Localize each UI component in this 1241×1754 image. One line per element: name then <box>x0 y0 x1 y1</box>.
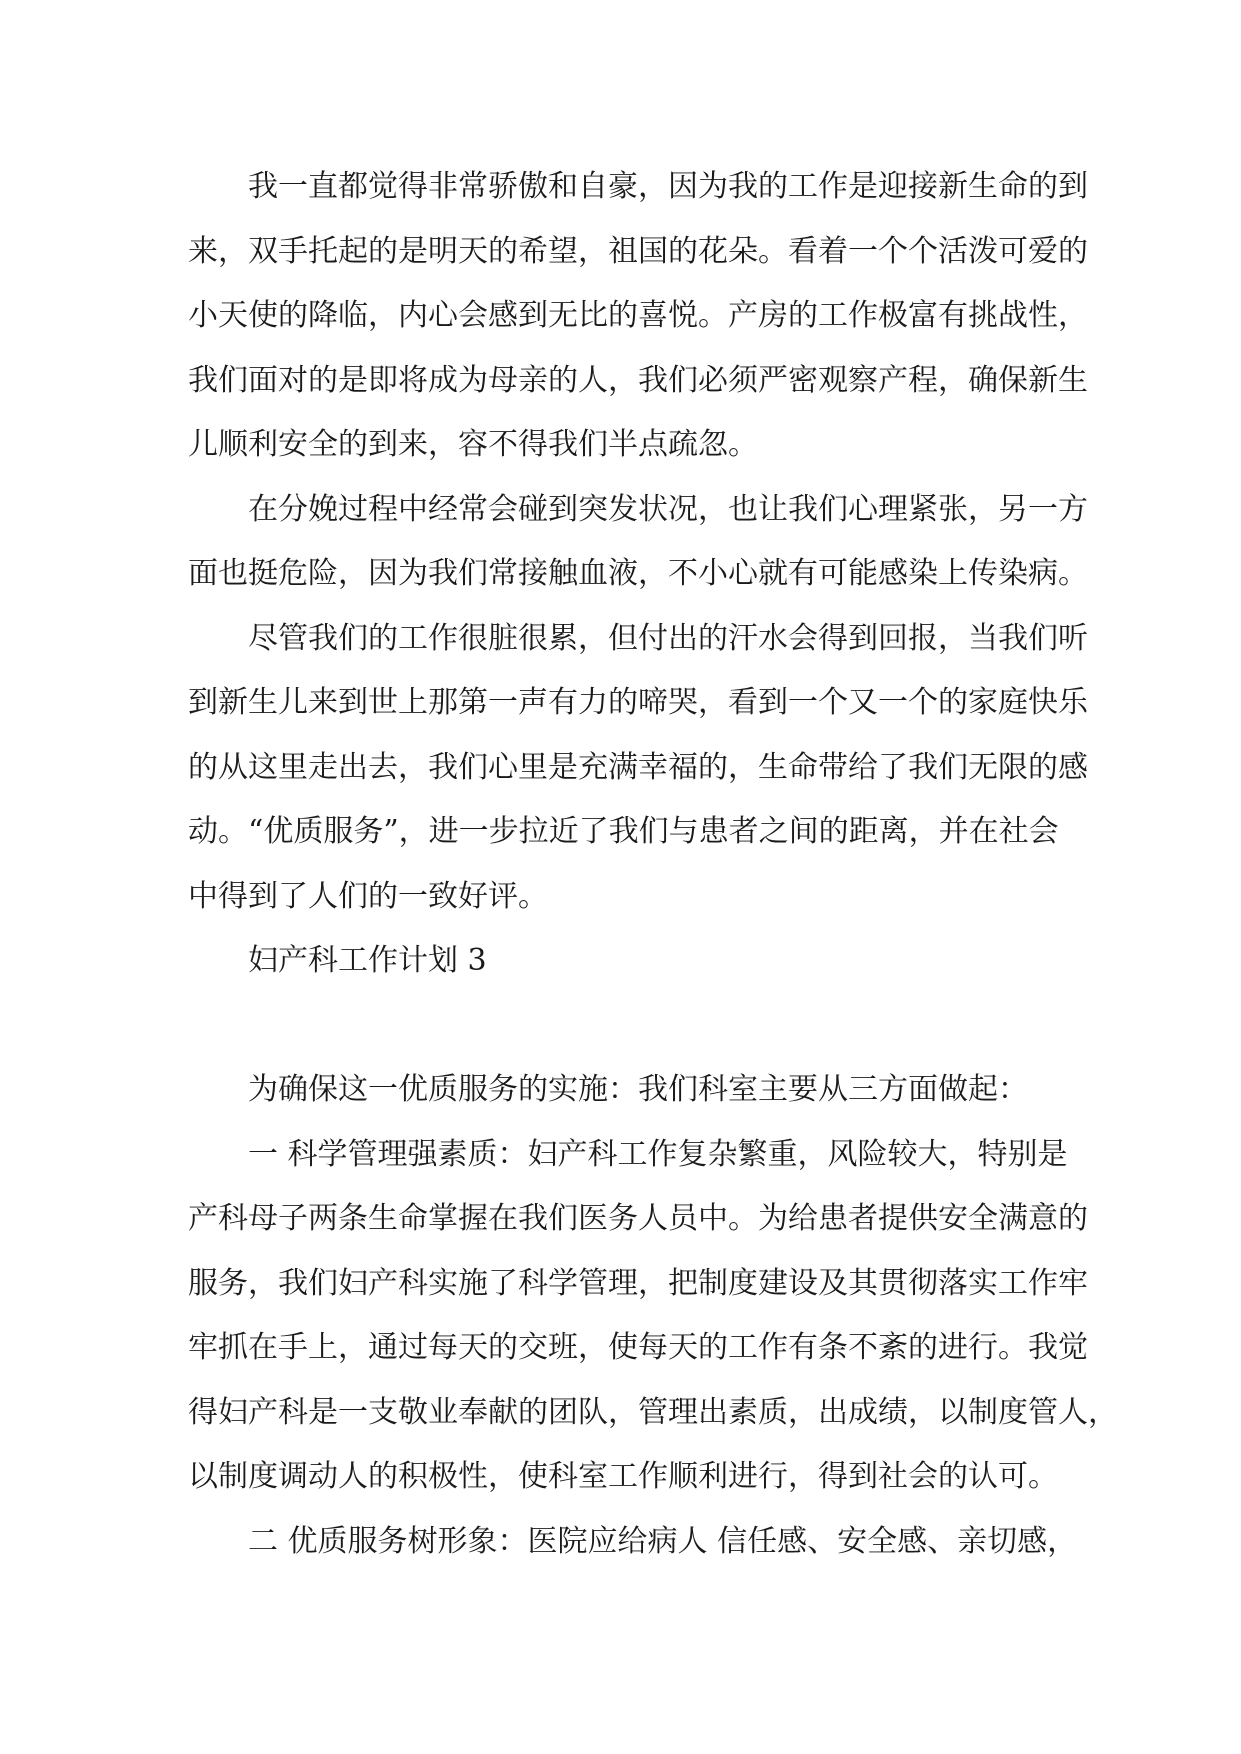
paragraph-line: 小天使的降临，内心会感到无比的喜悦。产房的工作极富有挑战性， <box>188 298 1088 333</box>
paragraph-line: 一 科学管理强素质：妇产科工作复杂繁重，风险较大，特别是 <box>248 1136 1068 1172</box>
paragraph-line: 在分娩过程中经常会碰到突发状况，也让我们心理紧张，另一方 <box>248 491 1088 527</box>
section-heading: 妇产科工作计划 3 <box>248 943 487 978</box>
paragraph-line: 得妇产科是一支敬业奉献的团队，管理出素质，出成绩，以制度管人， <box>188 1394 1118 1430</box>
paragraph-line: 二 优质服务树形象：医院应给病人 信任感、安全感、亲切感， <box>248 1523 1078 1559</box>
paragraph-line: 尽管我们的工作很脏很累，但付出的汗水会得到回报，当我们听 <box>248 620 1088 656</box>
paragraph-line: 为确保这一优质服务的实施：我们科室主要从三方面做起： <box>248 1072 1028 1107</box>
paragraph-line: 动。“优质服务”，进一步拉近了我们与患者之间的距离，并在社会 <box>188 814 1059 849</box>
paragraph-line: 来，双手托起的是明天的希望，祖国的花朵。看着一个个活泼可爱的 <box>188 233 1088 269</box>
paragraph-line: 面也挺危险，因为我们常接触血液，不小心就有可能感染上传染病。 <box>188 556 1088 591</box>
paragraph-line: 到新生儿来到世上那第一声有力的啼哭，看到一个又一个的家庭快乐 <box>188 685 1088 720</box>
paragraph-line: 服务，我们妇产科实施了科学管理，把制度建设及其贯彻落实工作牢 <box>188 1265 1088 1301</box>
paragraph-line: 牢抓在手上，通过每天的交班，使每天的工作有条不紊的进行。我觉 <box>188 1330 1088 1365</box>
paragraph-line: 中得到了人们的一致好评。 <box>188 878 548 914</box>
document-body <box>188 155 1118 1574</box>
paragraph-line: 产科母子两条生命掌握在我们医务人员中。为给患者提供安全满意的 <box>188 1201 1088 1236</box>
paragraph-line: 我们面对的是即将成为母亲的人，我们必须严密观察产程，确保新生 <box>188 362 1088 398</box>
paragraph-line: 以制度调动人的积极性，使科室工作顺利进行，得到社会的认可。 <box>188 1459 1058 1494</box>
blank-line <box>188 994 1058 1059</box>
paragraph-line: 儿顺利安全的到来，容不得我们半点疏忽。 <box>188 427 758 462</box>
paragraph-line: 的从这里走出去，我们心里是充满幸福的，生命带给了我们无限的感 <box>188 749 1088 785</box>
paragraph-line: 我一直都觉得非常骄傲和自豪，因为我的工作是迎接新生命的到 <box>248 169 1088 204</box>
